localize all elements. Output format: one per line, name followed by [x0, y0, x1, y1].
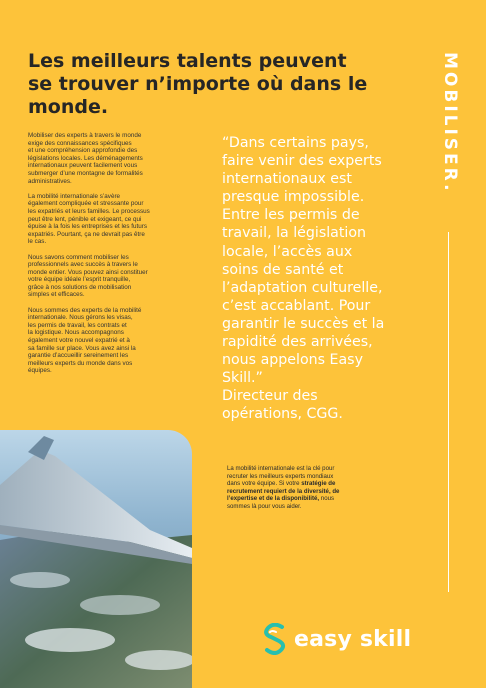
paragraph-2: La mobilité internationale s’avère également compliquée et stressante pour les expatriés et leurs familles. Le processus peut être lent, pénible et exigeant, ce qui épuise à la fois les entreprises et les futurs expatriés. Pourtant, ça ne devrait pas être le cas.: [28, 192, 150, 246]
headline: Les meilleurs talents peuvent se trouver n’importe où dans le monde.: [28, 50, 368, 118]
airplane-wing-illustration: [0, 430, 192, 688]
testimonial-quote: “Dans certains pays, faire venir des experts internationaux est presque impossible. Entre les permis de travail, la législation locale, l’accès aux soins de santé et l’adaptation culturelle, c’est accablant. Pour garantir le succès et la rapidité des arrivées, nous appelons Easy Skill.” Directeur des opérations, CGG.: [222, 134, 418, 424]
vertical-section-label: MOBILISER.: [440, 52, 460, 194]
closing-note: La mobilité internationale est la clé pour recruter les meilleurs experts mondiaux dans votre équipe. Si votre stratégie de recrutement requiert de la diversité, de l’expertise et de la disponibilité, nous sommes là pour vous aider.: [227, 465, 340, 510]
logo-wordmark: easy skill: [294, 626, 412, 652]
vertical-divider-line: [448, 232, 449, 592]
paragraph-4: Nous sommes des experts de la mobilité internationale. Nous gérons les visas, les permis de travail, les contrats et la logistique. Nous accompagnons également votre nouvel expatrié et à sa famille sur place. Vous avez ainsi la garantie d’accueillir sereinement les meilleurs experts du monde dans vos équipes.: [28, 306, 142, 375]
body-text-column: [28, 132, 198, 383]
quote-attribution: Directeur des opérations, CGG.: [222, 388, 343, 423]
airplane-wing-photo: [0, 430, 192, 688]
easy-skill-s-logo-icon: [262, 623, 288, 655]
paragraph-3: Nous savons comment mobiliser les professionnels avec succès à travers le monde entier. Vous pouvez ainsi constituer votre équipe idéale l’esprit tranquille, grâce à nos solutions de mobilisation simples et efficaces.: [28, 253, 148, 299]
easy-skill-logo: [262, 622, 411, 656]
paragraph-1: Mobiliser des experts à travers le monde exige des connaissances spécifiques et une compréhension approfondie des législations locales. Les déménagements internationaux peuvent facilement vous submerger d’une montagne de formalités administratives.: [28, 132, 143, 185]
